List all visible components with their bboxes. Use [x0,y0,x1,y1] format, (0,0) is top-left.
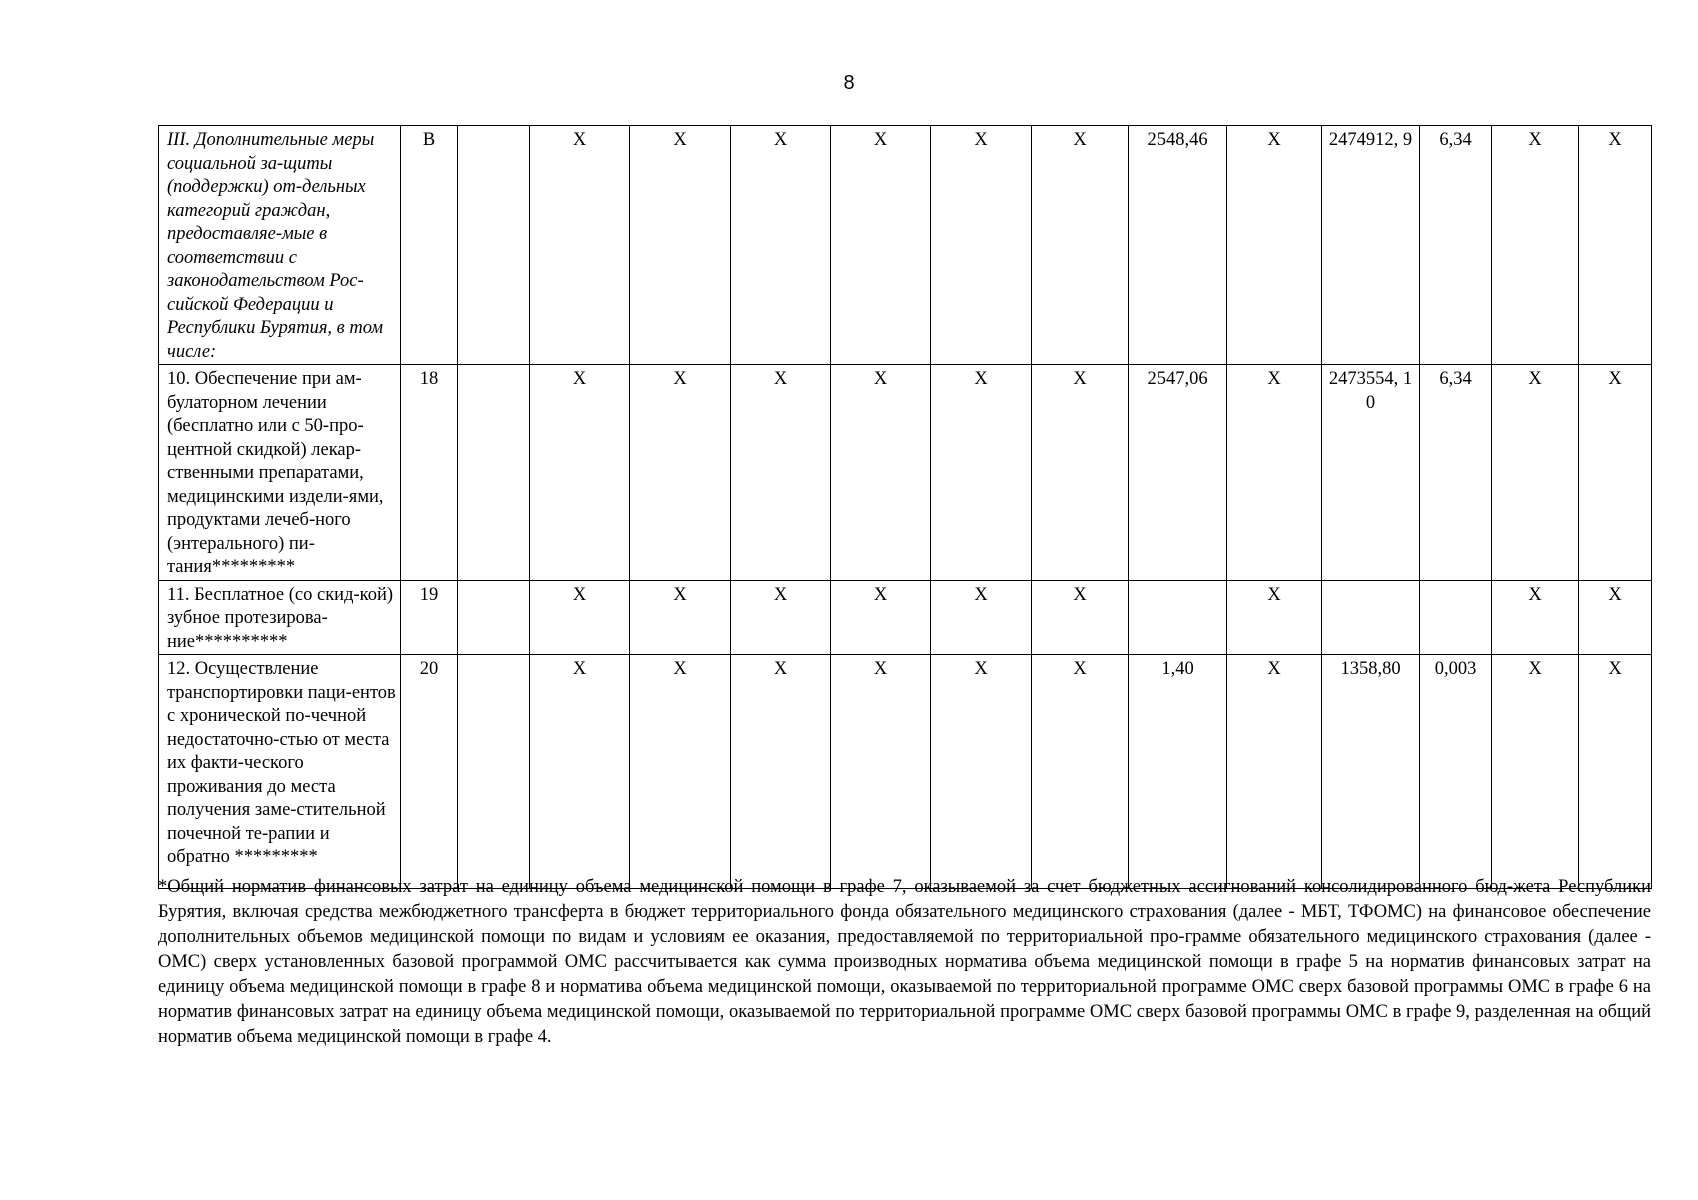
value-cell-col-8: Х [931,126,1032,365]
value-cell-col-5: Х [630,126,731,365]
row-title-cell: 12. Осуществление транспортировки паци-ентов с хронической по-чечной недостаточно-стью от места их факти-ческого проживания до места получения заме-стительной почечной те-рапии и обратно ********* [159,655,401,889]
value-cell-col-8: Х [931,580,1032,655]
value-cell-col-10 [1129,580,1227,655]
value-cell-col-9: Х [1032,655,1129,889]
value-cell-col-5: Х [630,365,731,581]
value-cell-col-12 [1322,580,1420,655]
value-cell-col-6: Х [731,580,831,655]
value-cell-col-8: Х [931,655,1032,889]
medical-care-norms-table [158,125,1652,889]
row-title-cell: 10. Обеспечение при ам-булаторном лечении (бесплатно или с 50-про-центной скидкой) лекар-ственными препаратами, медицинскими издели-ями, продуктами лечеб-ного (энтерального) пи-тания********* [159,365,401,581]
value-cell-col-14: Х [1492,365,1579,581]
value-cell-col-4: Х [530,655,630,889]
value-cell-col-12: 2474912, 9 [1322,126,1420,365]
value-cell-col-11: Х [1227,126,1322,365]
value-cell-col-6: Х [731,655,831,889]
value-cell-col-3 [458,365,530,581]
value-cell-col-13: 6,34 [1420,126,1492,365]
value-cell-col-14: Х [1492,126,1579,365]
value-cell-col-7: Х [831,655,931,889]
value-cell-col-9: Х [1032,580,1129,655]
value-cell-col-10: 2548,46 [1129,126,1227,365]
value-cell-col-3 [458,126,530,365]
row-title-cell: 11. Бесплатное (со скид-кой) зубное протезирова-ние********** [159,580,401,655]
value-cell-col-4: Х [530,365,630,581]
value-cell-col-3 [458,655,530,889]
value-cell-col-11: Х [1227,580,1322,655]
table-row-item-11 [159,580,1652,655]
value-cell-col-15: Х [1579,365,1652,581]
value-cell-col-2: 19 [401,580,458,655]
value-cell-col-2: 18 [401,365,458,581]
value-cell-col-5: Х [630,655,731,889]
value-cell-col-11: Х [1227,655,1322,889]
value-cell-col-2: 20 [401,655,458,889]
value-cell-col-7: Х [831,365,931,581]
value-cell-col-15: Х [1579,126,1652,365]
value-cell-col-8: Х [931,365,1032,581]
value-cell-col-10: 1,40 [1129,655,1227,889]
value-cell-col-12: 2473554, 10 [1322,365,1420,581]
value-cell-col-9: Х [1032,365,1129,581]
table-row-item-10 [159,365,1652,581]
value-cell-col-4: Х [530,126,630,365]
value-cell-col-9: Х [1032,126,1129,365]
value-cell-col-13: 6,34 [1420,365,1492,581]
value-cell-col-6: Х [731,365,831,581]
value-cell-col-6: Х [731,126,831,365]
value-cell-col-4: Х [530,580,630,655]
value-cell-col-7: Х [831,126,931,365]
row-title-cell: III. Дополнительные меры социальной за-щиты (поддержки) от-дельных категорий граждан, предоставляе-мые в соответствии с законодательством Рос-сийской Федерации и Республики Бурятия, в том числе: [159,126,401,365]
value-cell-col-3 [458,580,530,655]
value-cell-col-13: 0,003 [1420,655,1492,889]
value-cell-col-15: Х [1579,580,1652,655]
value-cell-col-2: В [401,126,458,365]
page-number: 8 [843,72,855,94]
value-cell-col-7: Х [831,580,931,655]
value-cell-col-5: Х [630,580,731,655]
table-row-section-3 [159,126,1652,365]
footnote-text: *Общий норматив финансовых затрат на единицу объема медицинской помощи в графе 7, оказываемой за счет бюджетных ассигнований консолидированного бюд-жета Республики Бурятия, включая средства межбюджетного трансферта в бюджет территориального фонда обязательного медицинского страхования (далее - МБТ, ТФОМС) на финансовое обеспечение дополнительных объемов медицинской помощи по видам и условиям ее оказания, предоставляемой по территориальной про-грамме обязательного медицинского страхования (далее - ОМС) сверх установленных базовой программой ОМС рассчитывается как сумма производных норматива объема медицинской помощи в графе 5 на норматив финансовых затрат на единицу объема медицинской помощи в графе 8 и норматива объема медицинской помощи, оказываемой по территориальной программе ОМС сверх базовой программы ОМС в графе 6 на норматив финансовых затрат на единицу объема медицинской помощи, оказываемой по территориальной программе ОМС сверх базовой программы ОМС в графе 9, разделенная на общий норматив объема медицинской помощи в графе 4. [158,877,1651,1047]
value-cell-col-10: 2547,06 [1129,365,1227,581]
value-cell-col-13 [1420,580,1492,655]
value-cell-col-11: Х [1227,365,1322,581]
table-row-item-12 [159,655,1652,889]
value-cell-col-14: Х [1492,655,1579,889]
value-cell-col-15: Х [1579,655,1652,889]
value-cell-col-12: 1358,80 [1322,655,1420,889]
value-cell-col-14: Х [1492,580,1579,655]
